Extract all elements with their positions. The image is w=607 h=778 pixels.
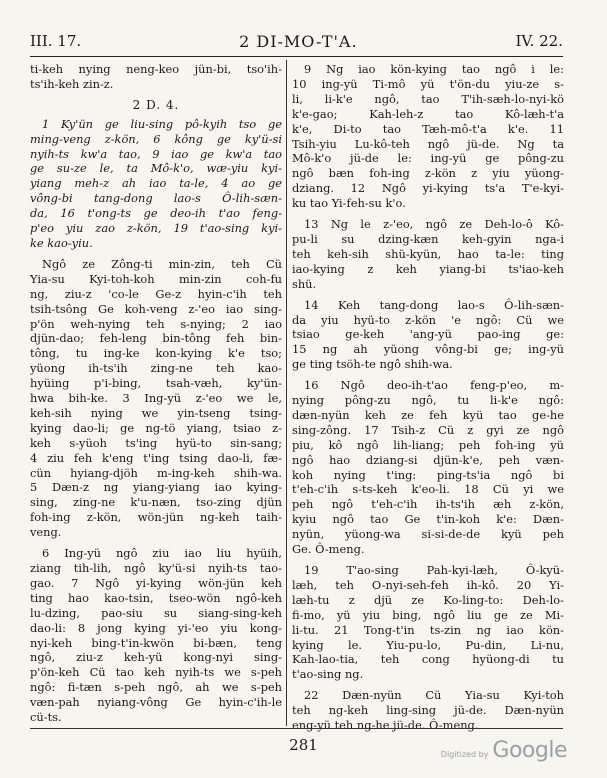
right-column (292, 62, 564, 733)
left-column (30, 62, 282, 725)
page-number: 281 (289, 736, 318, 754)
text-line: ngô, ziu-z keh-yü kong-nyi sing- (30, 650, 282, 665)
text-line: sing, zing-ne k'u-næn, tso-zing djün (30, 495, 282, 510)
text-line: væn-pah nyiang-vông Ge hyin-c'ih-le (30, 695, 282, 710)
text-line: 1 Ky'ün ge liu-sing pô-kyih tso ge (42, 116, 282, 131)
text-line: ngô hao dziang-si djün-k'e, peh væn- (292, 452, 564, 467)
text-line: yiang meh-z ah iao ta-le, 4 ao ge (30, 176, 282, 191)
text-line: cün hyiang-djöh m-ing-keh shih-wa. (30, 465, 282, 480)
text-line: djün-dao; feh-leng bin-tông feh bin- (30, 331, 282, 346)
text-line: t'eh-c'ih s-ts-keh k'eo-li. 18 Cü yi we (292, 482, 564, 497)
text-line: 13 Ng le z-'eo, ngô ze Deh-lo-ô Kô- (304, 217, 564, 232)
text-line: tông, tu ing-ke kon-kying k'e tso; (30, 346, 282, 361)
text-line: Kah-lao-tia, teh cong hyüong-di tu (292, 652, 564, 667)
text-line: ti-keh nying neng-keo jün-bi, tso'ih- (30, 62, 282, 76)
text-line: 9 Ng iao kön-kying tao ngô i le: (304, 62, 564, 76)
text-line: li-tu. 21 Tong-t'in ts-zin ng iao kön- (292, 622, 564, 637)
text-line: tsiao ge-keh 'ang-yü pao-ing ge: (292, 327, 564, 342)
text-line: dao-li: 8 jong kying yi-'eo yiu kong- (30, 620, 282, 635)
text-line: foh-ing z-kön, wön-jün ng-keh taih- (30, 510, 282, 525)
text-line: k'e-gao; Kah-leh-z tao Kô-læh-t'a (292, 106, 564, 121)
header-chapter-left: III. 17. (30, 32, 82, 50)
text-line: 15 ng ah yüong vông-bi ge; ing-yü (292, 342, 564, 357)
text-line: nying pông-zu ngô, tu li-k'e ngô: (292, 393, 564, 408)
text-line: li, li-k'e ngô, tao T'ih-sæh-lo-nyi-kö (292, 91, 564, 106)
running-header (30, 30, 563, 52)
column-divider (286, 60, 287, 726)
text-line: veng. (30, 525, 62, 540)
left-paragraphs (30, 257, 282, 725)
text-line: 14 Keh tang-dong lao-s Ô-lih-sæn- (304, 297, 564, 312)
text-line: Mô-k'o jü-de le: ing-yü ge pông-zu (292, 151, 564, 166)
text-line: Ngô ze Zông-ti min-zin, teh Cü (42, 256, 282, 271)
text-line: Yia-su Kyi-toh-koh min-zin coh-fu (30, 271, 282, 286)
text-line: k'e, Di-to tao Tæh-mô-t'a k'e. 11 (292, 121, 564, 136)
text-line: iao-kying z keh yiang-bi ts'iao-keh (292, 261, 564, 276)
text-line: gao. 7 Ngô yi-kying wön-jün keh (30, 575, 282, 590)
text-line: 22 Dæn-nyün Cü Yia-su Kyi-toh (304, 688, 564, 703)
google-logo: Google (492, 738, 567, 763)
text-line: Ge. Ô-meng. (292, 542, 365, 557)
text-line: vông-bi tang-dong lao-s Ô-lih-sæn- (30, 191, 282, 206)
text-line: ming-veng z-kön, 6 kông ge ky'ü-si (30, 131, 282, 146)
text-line: teh keh-sih shü-kyün, hao ta-le: ting (292, 246, 564, 261)
verse-paragraph (292, 298, 564, 373)
text-line: tsih-tsông Ge koh-veng z-'eo iao sing- (30, 301, 282, 316)
text-line: peh ngô t'eh-c'ih ih-ts'ih æh z-kön, (292, 497, 564, 512)
text-line: piu, kô ngô lih-liang; peh foh-ing yü (292, 437, 564, 452)
text-line: 6 Ing-yü ngô ziu iao liu hyüih, (42, 546, 282, 561)
chapter-heading: 2 D. 4. (132, 97, 180, 112)
text-line: kyiu ngô tao Ge t'in-koh k'e: Dæn- (292, 512, 564, 527)
footer-rule (30, 728, 563, 729)
text-line: p'eo yiu zao z-kön, 19 t'ao-sing kyi- (30, 221, 282, 236)
text-line: ting hao kao-tsin, tseo-wön ngô-keh (30, 590, 282, 605)
text-line: da, 16 t'ong-ts ge deo-ih t'ao feng- (30, 206, 282, 221)
text-line: 5 Dæn-z ng yiang-yiang iao kying- (30, 480, 282, 495)
text-line: nyün, yüong-wa si-si-de-de kyü peh (292, 527, 564, 542)
verse-paragraph (30, 257, 282, 540)
text-line: ts'ih-keh zin-z. (30, 76, 114, 91)
chapter-summary (30, 117, 282, 251)
text-line: kying dao-li; ge ng-tö yiang, tsiao z- (30, 420, 282, 435)
right-paragraphs (292, 62, 564, 733)
verse-paragraph (292, 563, 564, 682)
text-line: kying le. Yiu-pu-lo, Pu-din, Li-nu, (292, 637, 564, 652)
verse-paragraph (292, 62, 564, 211)
text-line: sing-zông. 17 Tsih-z Cü z gyi ze ngô (292, 422, 564, 437)
verse-paragraph (292, 217, 564, 292)
text-line: shü. (292, 276, 317, 291)
header-rule (30, 56, 563, 57)
text-line: læh-tu z djü ze Ko-ling-to: Deh-lo- (292, 592, 564, 607)
text-line: 10 ing-yü Ti-mô yü t'ön-du yiu-ze s- (292, 76, 564, 91)
text-line: 19 T'ao-sing Pah-kyi-læh, Ô-kyü- (304, 563, 564, 577)
text-line: ng, ziu-z 'co-le Ge-z hyin-c'ih teh (30, 286, 282, 301)
text-line: pu-li su dzing-kæn keh-gyin nga-i (292, 231, 564, 246)
text-line: yüong ih-ts'ih zing-ne teh kao- (30, 361, 282, 376)
text-line: hyüing p'i-bing, tsah-væh, ky'ün- (30, 376, 282, 391)
watermark-prefix: Digitized by (440, 750, 489, 759)
header-book-title: 2 DI-MO-T'A. (239, 31, 358, 51)
text-line: ge su-ze le, ta Mô-k'o, wæ-yiu kyi- (30, 161, 282, 176)
text-line: 16 Ngô deo-ih-t'ao feng-p'eo, m- (304, 378, 564, 393)
text-line: 4 ziu feh k'eng t'ing tsing dao-li, fæ- (30, 450, 282, 465)
verse-paragraph (30, 546, 282, 725)
google-watermark (441, 738, 567, 763)
header-chapter-right: IV. 22. (515, 32, 563, 50)
text-line: lu-dzing, pao-siu su siang-sing-keh (30, 605, 282, 620)
text-line: ngô: fi-tæn s-peh ngô, ah we s-peh (30, 680, 282, 695)
text-line: keh s-yüoh ts'ing hyü-to sin-sang; (30, 435, 282, 450)
left-top-paragraph (30, 62, 282, 92)
text-line: p'ön weh-nying teh s-nying; 2 iao (30, 316, 282, 331)
text-line: teh ng-keh ling-sing jü-de. Dæn-nyün (292, 703, 564, 718)
text-line: koh nying t'ing: ping-ts'ia ngô bi (292, 467, 564, 482)
text-line: nyi-keh bing-t'in-kwön bi-bæn, teng (30, 635, 282, 650)
text-line: nyih-ts kw'a tao, 9 iao ge kw'a tao (30, 146, 282, 161)
text-line: dziang. 12 Ngô yi-kying ts'a T'e-kyi- (292, 181, 564, 196)
text-line: ziang tih-lih, ngô ky'ü-si nyih-ts tao- (30, 561, 282, 575)
verse-paragraph (292, 378, 564, 557)
text-line: cü-ts. (30, 710, 62, 725)
text-line: p'ön-keh Cü tao keh nyih-ts we s-peh (30, 665, 282, 680)
text-line: dæn-nyün keh ze feh kyü tao ge-he (292, 407, 564, 422)
text-line: eng-yü teh ng-he jü-de. Ô-meng. (292, 718, 479, 733)
text-line: Tsih-yiu Lu-kô-teh ngô jü-de. Ng ta (292, 136, 564, 151)
text-line: ku tao Yi-feh-su k'o. (292, 196, 406, 211)
text-line: ngô bæn foh-ing z-kön z yiu yüong- (292, 166, 564, 181)
text-line: læh, teh O-nyi-seh-feh ih-kô. 20 Yi- (292, 577, 564, 592)
verse-paragraph (292, 688, 564, 733)
text-line: t'ao-sing ng. (292, 667, 364, 682)
text-line: fi-mo, yü yiu bing, ngô liu ge ze Mi- (292, 607, 564, 622)
text-line: hwa bih-ke. 3 Ing-yü z-'eo we le, (30, 391, 282, 406)
text-line: keh-sih nying we yin-tseng tsing- (30, 405, 282, 420)
text-line: ge ting tsöh-te ngô shih-wa. (292, 357, 453, 372)
text-line: ke kao-yiu. (30, 235, 93, 250)
text-line: da yiu hyü-to z-kön 'e ngô: Cü we (292, 312, 564, 327)
